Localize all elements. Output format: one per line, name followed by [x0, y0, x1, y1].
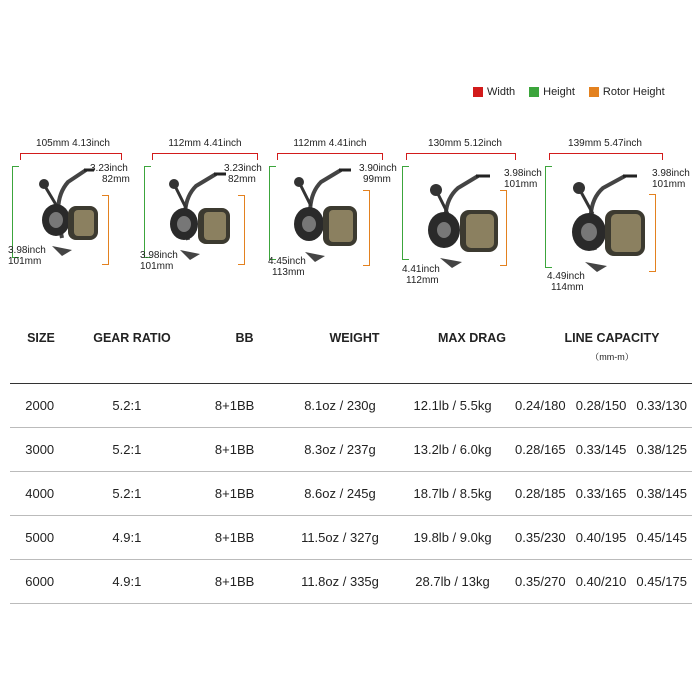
height-marker — [269, 166, 276, 260]
height-mm: 101mm — [140, 261, 174, 272]
gear-ratio-cell: 4.9:1 — [112, 574, 142, 589]
header-gear-ratio: GEAR RATIO — [93, 331, 171, 345]
bb-cell: 8+1BB — [214, 530, 255, 545]
gear-ratio-cell: 4.9:1 — [112, 530, 142, 545]
size-cell: 6000 — [25, 574, 55, 589]
size-cell: 3000 — [25, 442, 55, 457]
rotor-height-inch: 3.23inch — [90, 163, 128, 174]
line-capacity-unit: （mm-m） — [590, 352, 634, 362]
legend-label-width: Width — [487, 86, 516, 98]
rotor-height-inch: 3.98inch — [504, 168, 542, 179]
header-size: SIZE — [27, 331, 55, 345]
height-inch: 4.41inch — [402, 264, 440, 275]
line-capacity-cell — [510, 398, 692, 413]
gear-ratio-cell: 5.2:1 — [112, 486, 142, 501]
size-cell: 4000 — [25, 486, 55, 501]
rotor-height-mm: 82mm — [228, 174, 256, 185]
rotor-height-inch: 3.98inch — [652, 168, 690, 179]
reel-image — [279, 160, 365, 264]
max-drag-cell: 18.7lb / 8.5kg — [413, 486, 492, 501]
line-capacity-value: 0.33/130 — [636, 398, 687, 413]
line-capacity-value: 0.45/175 — [636, 574, 687, 589]
header-weight: WEIGHT — [329, 331, 380, 345]
line-capacity-value: 0.33/165 — [575, 486, 627, 501]
weight-cell: 8.1oz / 230g — [304, 398, 376, 413]
reel-image — [555, 164, 655, 272]
reel-diagram-2000 — [8, 138, 138, 308]
line-capacity-value: 0.28/165 — [515, 442, 566, 457]
width-dimension: 105mm 4.13inch — [36, 138, 110, 149]
reel-diagram-6000 — [545, 138, 695, 308]
size-cell: 2000 — [25, 398, 55, 413]
reel-diagram-4000 — [265, 138, 395, 308]
width-marker — [549, 153, 663, 160]
line-capacity-cell — [510, 574, 692, 589]
height-inch: 3.98inch — [140, 250, 178, 261]
line-capacity-value: 0.33/145 — [575, 442, 627, 457]
width-marker — [277, 153, 383, 160]
rotor-height-inch: 3.90inch — [359, 163, 397, 174]
height-marker — [545, 166, 552, 268]
weight-cell: 8.3oz / 237g — [304, 442, 376, 457]
legend — [473, 86, 665, 98]
height-mm: 113mm — [272, 267, 305, 278]
weight-cell: 8.6oz / 245g — [304, 486, 376, 501]
line-capacity-value: 0.40/210 — [575, 574, 627, 589]
line-capacity-value: 0.35/230 — [515, 530, 566, 545]
width-marker — [406, 153, 516, 160]
table-row — [10, 428, 692, 472]
legend-swatch-width — [473, 87, 483, 97]
width-marker — [20, 153, 122, 160]
height-inch: 4.49inch — [547, 271, 585, 282]
reel-image — [28, 160, 108, 260]
max-drag-cell: 12.1lb / 5.5kg — [413, 398, 492, 413]
line-capacity-cell — [510, 442, 692, 457]
table-header-row — [10, 323, 692, 383]
table-body — [10, 384, 692, 604]
bb-cell: 8+1BB — [214, 398, 255, 413]
rotor-height-mm: 101mm — [652, 179, 686, 190]
line-capacity-cell — [510, 486, 692, 501]
reel-diagram-5000 — [400, 138, 542, 308]
height-mm: 112mm — [406, 275, 439, 286]
line-capacity-value: 0.45/145 — [636, 530, 687, 545]
max-drag-cell: 28.7lb / 13kg — [415, 574, 490, 589]
rotor-height-mm: 99mm — [363, 174, 391, 185]
line-capacity-value: 0.40/195 — [575, 530, 627, 545]
height-inch: 4.45inch — [268, 256, 306, 267]
line-capacity-value: 0.28/185 — [515, 486, 566, 501]
reel-image — [412, 164, 508, 268]
table-row — [10, 516, 692, 560]
table-row — [10, 560, 692, 604]
height-mm: 114mm — [551, 282, 584, 293]
height-inch: 3.98inch — [8, 245, 46, 256]
weight-cell: 11.8oz / 335g — [301, 574, 379, 589]
table-row — [10, 472, 692, 516]
rotor-height-inch: 3.23inch — [224, 163, 262, 174]
legend-swatch-rotor-height — [589, 87, 599, 97]
legend-item-rotor-height — [589, 86, 665, 98]
bb-cell: 8+1BB — [214, 574, 255, 589]
legend-label-height: Height — [543, 86, 575, 98]
weight-cell: 11.5oz / 327g — [301, 530, 379, 545]
legend-label-rotor-height: Rotor Height — [602, 86, 665, 98]
rotor-height-mm: 101mm — [504, 179, 538, 190]
bb-cell: 8+1BB — [214, 486, 255, 501]
header-line-capacity — [532, 323, 692, 363]
line-capacity-value: 0.38/125 — [636, 442, 687, 457]
specs-table — [10, 323, 692, 604]
line-capacity-cell — [510, 530, 692, 545]
line-capacity-value: 0.38/145 — [636, 486, 687, 501]
width-dimension: 112mm 4.41inch — [168, 138, 242, 149]
reel-diagram-3000 — [140, 138, 270, 308]
legend-item-width — [473, 86, 515, 98]
width-dimension: 139mm 5.47inch — [568, 138, 642, 149]
height-marker — [402, 166, 409, 260]
max-drag-cell: 19.8lb / 9.0kg — [413, 530, 492, 545]
legend-item-height — [529, 86, 575, 98]
header-bb: BB — [235, 331, 254, 345]
rotor-height-mm: 82mm — [102, 174, 130, 185]
reel-image — [154, 162, 240, 262]
bb-cell: 8+1BB — [214, 442, 255, 457]
max-drag-cell: 13.2lb / 6.0kg — [413, 442, 492, 457]
gear-ratio-cell: 5.2:1 — [112, 398, 142, 413]
line-capacity-value: 0.28/150 — [575, 398, 627, 413]
rotor-height-label — [652, 168, 690, 190]
header-max-drag: MAX DRAG — [437, 331, 507, 345]
width-dimension: 130mm 5.12inch — [428, 138, 502, 149]
rotor-height-label — [504, 168, 542, 190]
height-label — [547, 271, 585, 293]
width-dimension: 112mm 4.41inch — [293, 138, 367, 149]
line-capacity-value: 0.35/270 — [515, 574, 566, 589]
gear-ratio-cell: 5.2:1 — [112, 442, 142, 457]
legend-swatch-height — [529, 87, 539, 97]
line-capacity-value: 0.24/180 — [515, 398, 566, 413]
height-marker — [144, 166, 151, 258]
table-row — [10, 384, 692, 428]
line-capacity-title: LINE CAPACITY — [564, 331, 660, 345]
width-marker — [152, 153, 258, 160]
height-mm: 101mm — [8, 256, 42, 267]
size-cell: 5000 — [25, 530, 55, 545]
